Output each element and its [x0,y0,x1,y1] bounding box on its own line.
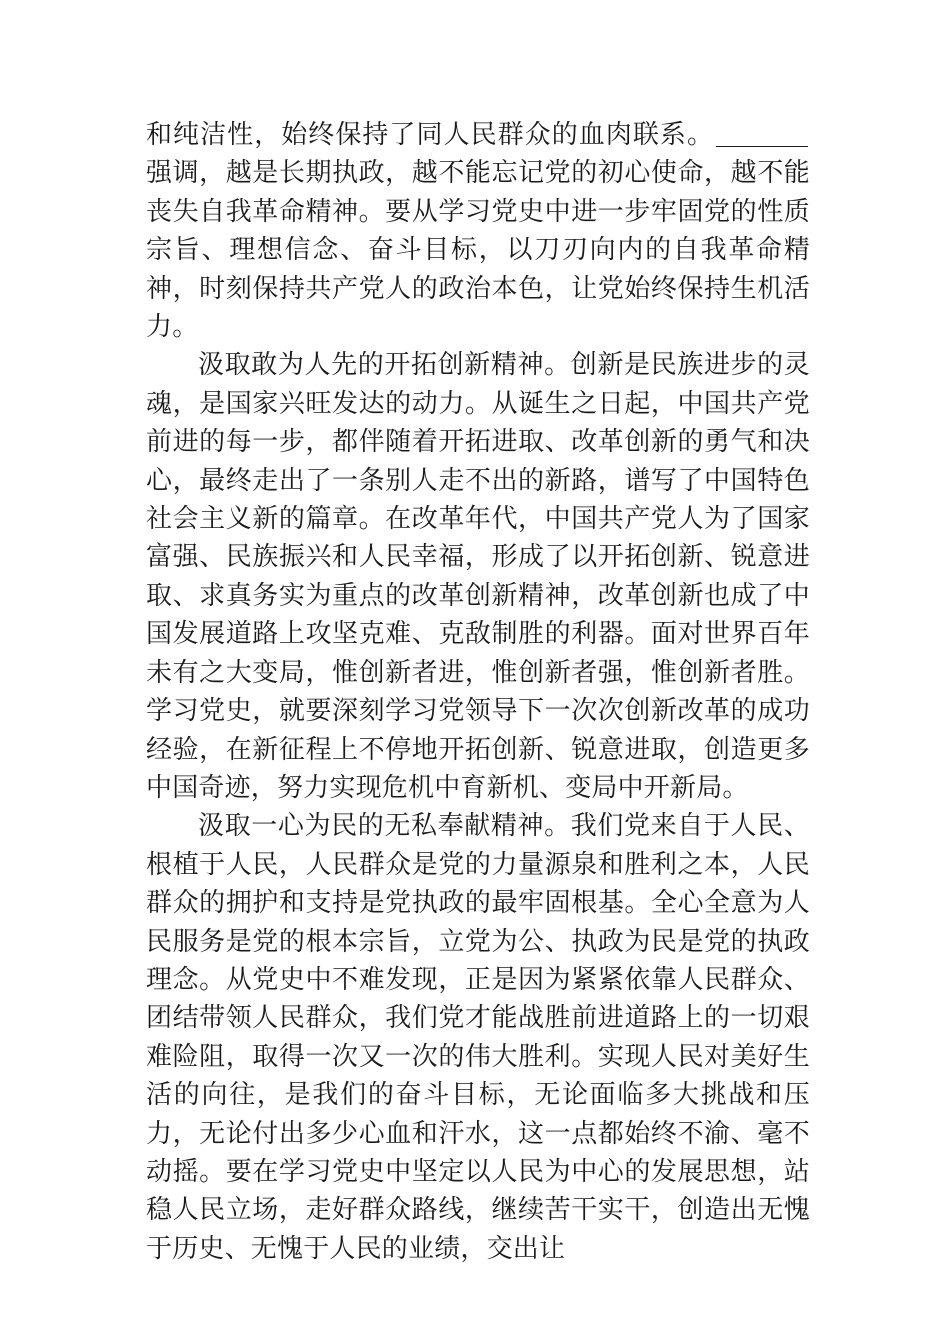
document-body [146,116,810,1268]
paragraph-1-text-after-blank: 强调，越是长期执政，越不能忘记党的初心使命，越不能丧失自我革命精神。要从学习党史中进一步牢固党的性质宗旨、理想信念、奋斗目标，以刀刃向内的自我革命精神，时刻保持共产党人的政治本色，让党始终保持生机活力。 [146,158,810,343]
fill-in-blank-line [716,120,808,147]
paragraph-3: 汲取一心为民的无私奉献精神。我们党来自于人民、根植于人民，人民群众是党的力量源泉和胜利之本，人民群众的拥护和支持是党执政的最牢固根基。全心全意为人民服务是党的根本宗旨，立党为公、执政为民是党的执政理念。从党史中不难发现，正是因为紧紧依靠人民群众、团结带领人民群众，我们党才能战胜前进道路上的一切艰难险阻，取得一次又一次的伟大胜利。实现人民对美好生活的向往，是我们的奋斗目标，无论面临多大挑战和压力，无论付出多少心血和汗水，这一点都始终不渝、毫不动摇。要在学习党史中坚定以人民为中心的发展思想，站稳人民立场，走好群众路线，继续苦干实干，创造出无愧于历史、无愧于人民的业绩，交出让 [146,811,810,1264]
paragraph-2: 汲取敢为人先的开拓创新精神。创新是民族进步的灵魂，是国家兴旺发达的动力。从诞生之日起，中国共产党前进的每一步，都伴随着开拓进取、改革创新的勇气和决心，最终走出了一条别人走不出的新路，谱写了中国特色社会主义新的篇章。在改革年代，中国共产党人为了国家富强、民族振兴和人民幸福，形成了以开拓创新、锐意进取、求真务实为重点的改革创新精神，改革创新也成了中国发展道路上攻坚克难、克敌制胜的利器。面对世界百年未有之大变局，惟创新者进，惟创新者强，惟创新者胜。学习党史，就要深刻学习党领导下一次次创新改革的成功经验，在新征程上不停地开拓创新、锐意进取，创造更多中国奇迹，努力实现危机中育新机、变局中开新局。 [146,350,810,803]
paragraph-1 [146,116,810,346]
paragraph-1-text-before-blank: 和纯洁性，始终保持了同人民群众的血肉联系。 [146,120,714,150]
